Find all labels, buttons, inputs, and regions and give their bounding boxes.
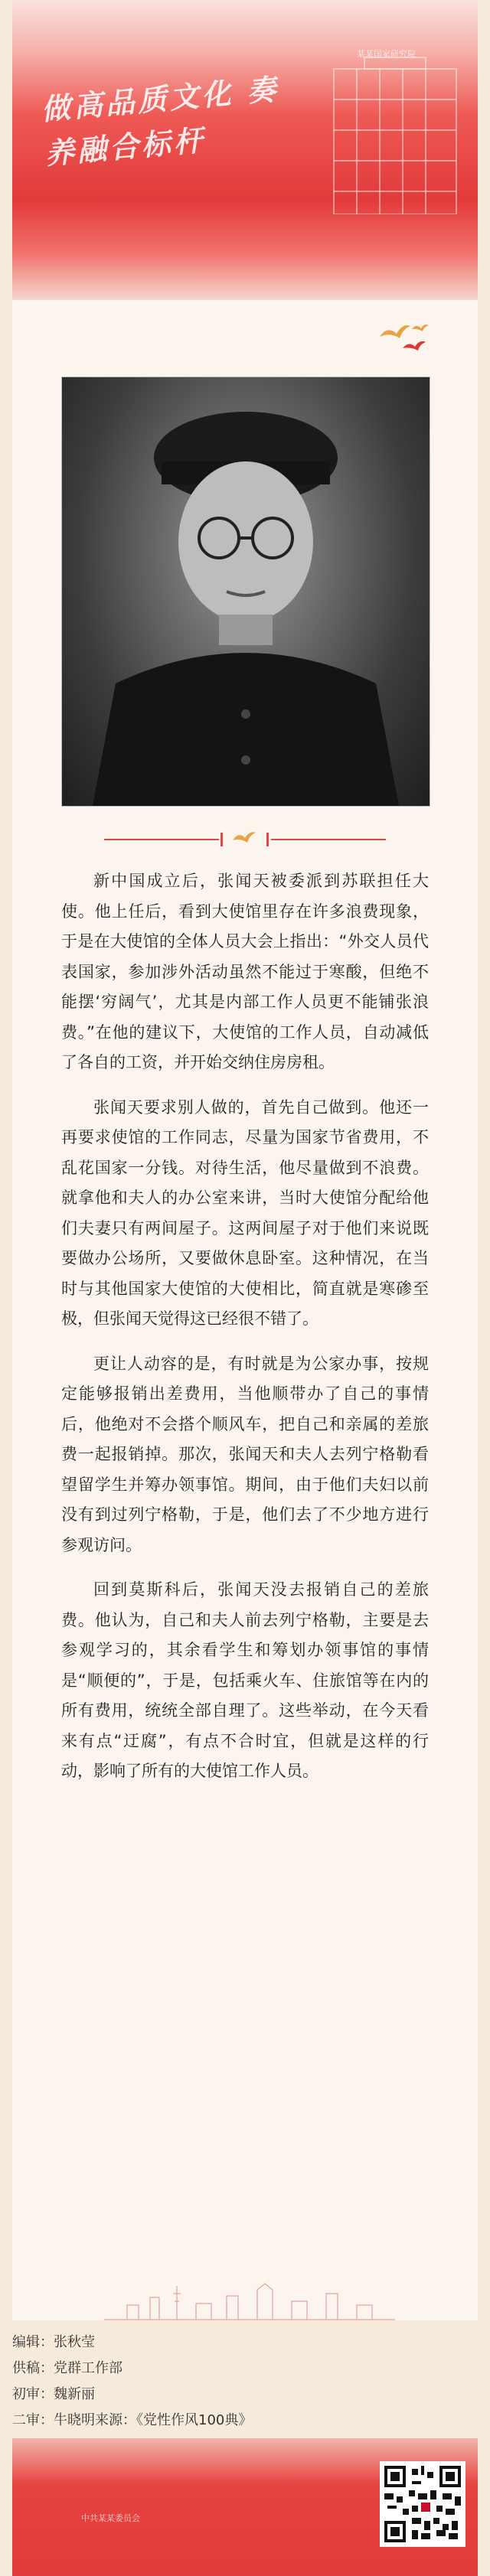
header-banner [12, 0, 478, 300]
building-illustration-icon [318, 54, 464, 214]
city-skyline-icon [104, 2282, 395, 2320]
banner-slogan: 做高品质文化 奏养融合标杆 [40, 71, 281, 171]
bird-ornament-icon [230, 828, 260, 851]
footer-banner [12, 2438, 478, 2576]
building-sign: 某某国家研究院 [357, 49, 416, 59]
divider-line-right [271, 839, 386, 840]
article-body [61, 866, 429, 1802]
section-divider [43, 828, 447, 851]
article-paragraph: 回到莫斯科后，张闻天没去报销自己的差旅费。他认为，自己和夫人前去列宁格勒，主要是去参观学习的，其余看学生和筹划办领事馆的事情是“顺便的”，于是，包括乘火车、住旅馆等在内的所有费用，统统全部自理了。这些举动，在今天看来有点“迂腐”，有点不合时宜，但就是这样的行动，影响了所有的大使馆工作人员。 [61, 1580, 429, 1780]
article-paragraph: 更让人动容的是，有时就是为公家办事，按规定能够报销出差费用，当他顺带办了自己的事情后，他绝对不会搭个顺风车，把自己和亲属的差旅费一起报销掉。那次，张闻天和夫人去列宁格勒看望留学生并筹办领事馆。期间，由于他们夫妇以前没有到过列宁格勒，于是，他们去了不少地方进行参观访问。 [61, 1354, 429, 1554]
portrait-photo [61, 377, 430, 807]
divider-line-left [104, 839, 219, 840]
credit-supplier: 供稿：党群工作部 [12, 2360, 122, 2376]
article-paragraph: 张闻天要求别人做的，首先自己做到。他还一再要求使馆的工作同志，尽量为国家节省费用，不乱花国家一分钱。对待生活，他尽量做到不浪费。就拿他和夫人的办公室来讲，当时大使馆分配给他们夫妻只有两间屋子。这两间屋子对于他们来说既要做办公场所，又要做休息卧室。这种情况，在当时与其他国家大使馆的大使相比，简直就是寒碜至极，但张闻天觉得这已经很不错了。 [61, 1097, 429, 1328]
flying-birds-icon [372, 314, 433, 360]
divider-tick-left [220, 833, 223, 846]
qr-code-icon [384, 2466, 461, 2542]
article-paragraph: 新中国成立后，张闻天被委派到苏联担任大使。他上任后，看到大使馆里存在许多浪费现象，于是在大使馆的全体人员大会上指出：“外交人员代表国家，参加涉外活动虽然不能过于寒酸，但绝不能摆‘穷阔气’，尤其是内部工作人员更不能铺张浪费。”在他的建议下，大使馆的工作人员，自动减低了各自的工资，并开始交纳住房房租。 [61, 872, 429, 1071]
credit-editor: 编辑：张秋莹 [12, 2334, 95, 2350]
portrait-figure-icon [62, 377, 430, 806]
credit-second-review: 二审：牛晓明来源：《党性作风100典》 [12, 2412, 253, 2428]
qr-code[interactable] [380, 2461, 466, 2547]
divider-tick-right [266, 833, 269, 846]
content-card [12, 300, 478, 2320]
credit-first-review: 初审：魏新丽 [12, 2386, 95, 2402]
credits-block [12, 2330, 478, 2434]
footer-logo-text: 中共某某委员会 [81, 2513, 140, 2523]
